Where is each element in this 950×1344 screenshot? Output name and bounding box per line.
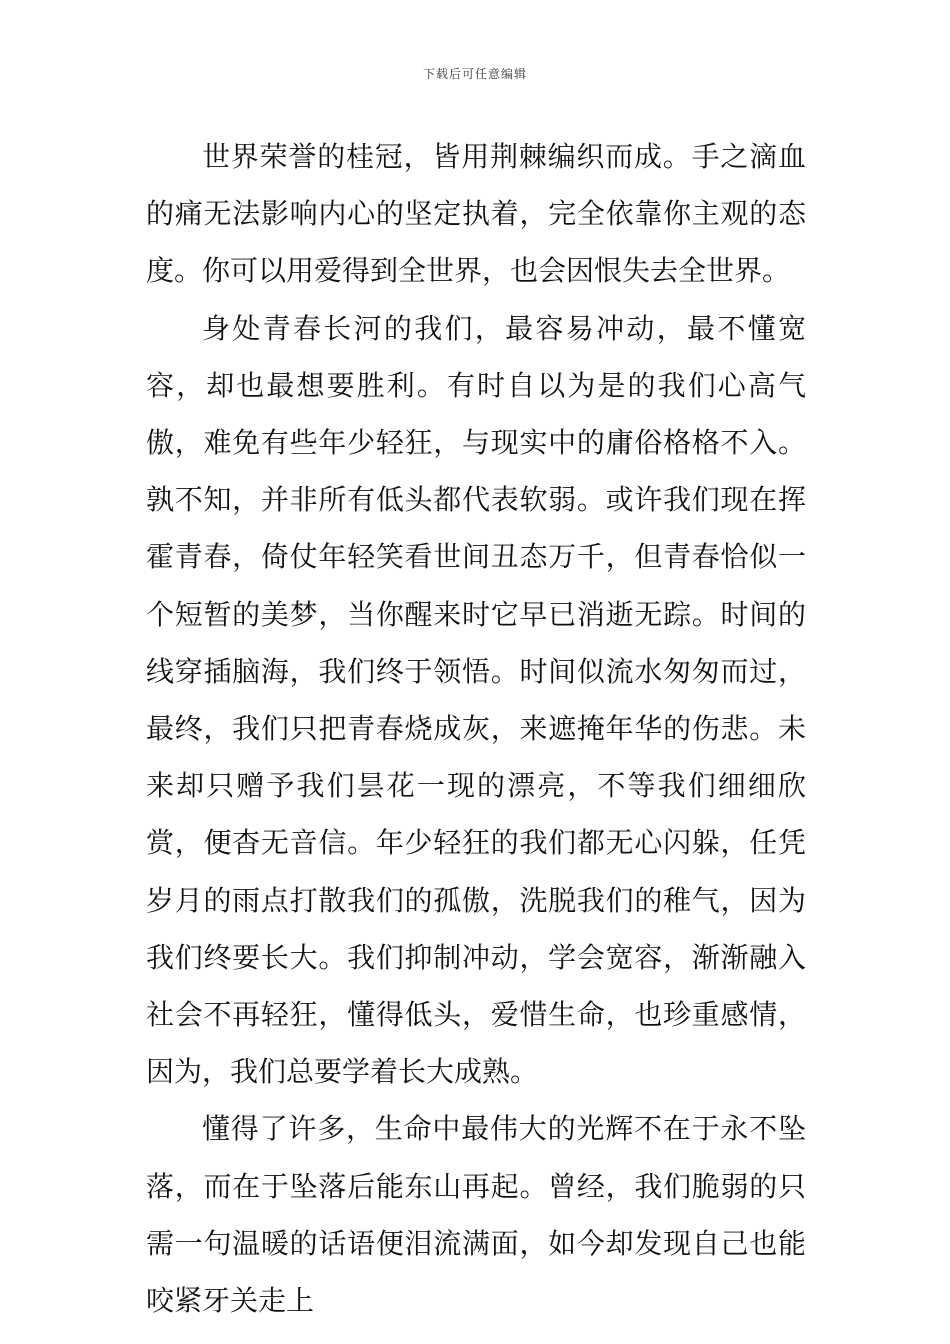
paragraph-1: 世界荣誉的桂冠，皆用荆棘编织而成。手之滴血的痛无法影响内心的坚定执着，完全依靠你主观的态度。你可以用爱得到全世界，也会因恨失去全世界。 (146, 140, 806, 288)
header-note: 下载后可任意编辑 (422, 67, 527, 81)
paragraph-2: 身处青春长河的我们，最容易冲动，最不懂宽容，却也最想要胜利。有时自以为是的我们心高气傲，难免有些年少轻狂，与现实中的庸俗格格不入。孰不知，并非所有低头都代表软弱。或许我们现在挥霍青春，倚仗年轻笑看世间丑态万千，但青春恰似一个短暂的美梦，当你醒来时它早已消逝无踪。时间的线穿插脑海，我们终于领悟。时间似流水匆匆而过，最终，我们只把青春烧成灰，来遮掩年华的伤悲。未来却只赠予我们昙花一现的漂亮，不等我们细细欣赏，便杳无音信。年少轻狂的我们都无心闪躲，任凭岁月的雨点打散我们的孤傲，洗脱我们的稚气，因为我们终要长大。我们抑制冲动，学会宽容，渐渐融入社会不再轻狂，懂得低头，爱惜生命，也珍重感情，因为，我们总要学着长大成熟。 (146, 311, 806, 1089)
paragraph-3: 懂得了许多，生命中最伟大的光辉不在于永不坠落，而在于坠落后能东山再起。曾经，我们脆弱的只需一句温暖的话语便泪流满面，如今却发现自己也能咬紧牙关走上 (146, 1112, 806, 1318)
body-text (146, 128, 806, 1329)
